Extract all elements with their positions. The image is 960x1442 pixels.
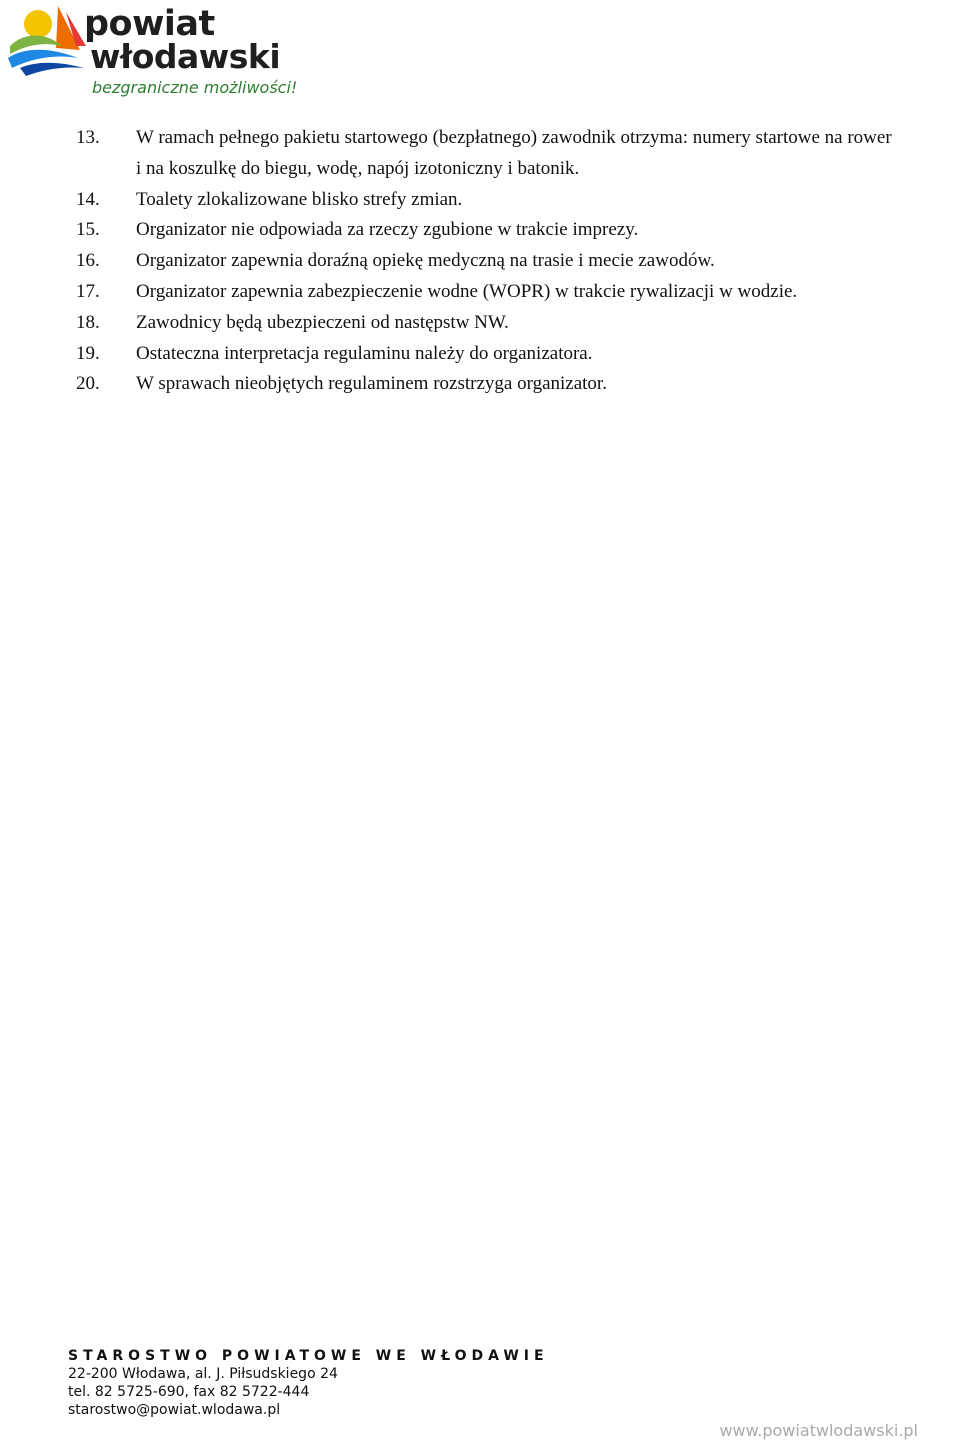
footer-address: 22-200 Włodawa, al. J. Piłsudskiego 24 [68,1366,338,1382]
logo [6,2,296,106]
logo-title-line1: powiat [84,4,215,44]
footer-contact [68,1347,549,1419]
rule-text: Toalety zlokalizowane blisko strefy zmian. [136,188,463,210]
rules-list [0,123,960,400]
rule-text-continued: i na koszulkę do biegu, wodę, napój izotoniczny i batonik. [136,157,580,179]
rule-number: 16. [76,250,100,272]
rule-number: 20. [76,373,100,395]
footer-phone: tel. 82 5725-690, fax 82 5722-444 [68,1384,310,1400]
rule-text: W sprawach nieobjętych regulaminem rozstrzyga organizator. [136,373,607,395]
rule-item-19 [0,339,960,370]
rule-item-20 [0,369,960,400]
footer-organization: STAROSTWO POWIATOWE WE WŁODAWIE [68,1348,549,1364]
rule-item-13 [0,123,960,185]
rule-number: 14. [76,188,100,210]
rule-number: 17. [76,280,100,302]
rule-item-18 [0,308,960,339]
rule-number: 15. [76,219,100,241]
rule-item-17 [0,277,960,308]
rule-number: 13. [76,127,100,148]
rule-text: Organizator zapewnia zabezpieczenie wodne (WOPR) w trakcie rywalizacji w wodzie. [136,280,798,302]
rule-text: Zawodnicy będą ubezpieczeni od następstw NW. [136,311,509,333]
rule-text: Organizator nie odpowiada za rzeczy zgubione w trakcie imprezy. [136,219,639,241]
rule-text: Ostateczna interpretacja regulaminu należy do organizatora. [136,342,593,364]
rule-item-16 [0,246,960,277]
rule-number: 19. [76,342,100,364]
rule-text: W ramach pełnego pakietu startowego (bezpłatnego) zawodnik otrzyma: numery startowe na rower [136,127,892,148]
rule-text: Organizator zapewnia doraźną opiekę medyczną na trasie i mecie zawodów. [136,250,715,272]
logo-title-line2: włodawski [90,37,281,76]
rule-number: 18. [76,311,100,333]
footer-email: starostwo@powiat.wlodawa.pl [68,1402,281,1418]
rule-item-15 [0,215,960,246]
logo-tagline: bezgraniczne możliwości! [92,78,298,97]
logo-mark-icon [6,2,96,82]
rule-item-14 [0,185,960,216]
footer-website-link[interactable]: www.powiatwlodawski.pl [719,1421,918,1440]
